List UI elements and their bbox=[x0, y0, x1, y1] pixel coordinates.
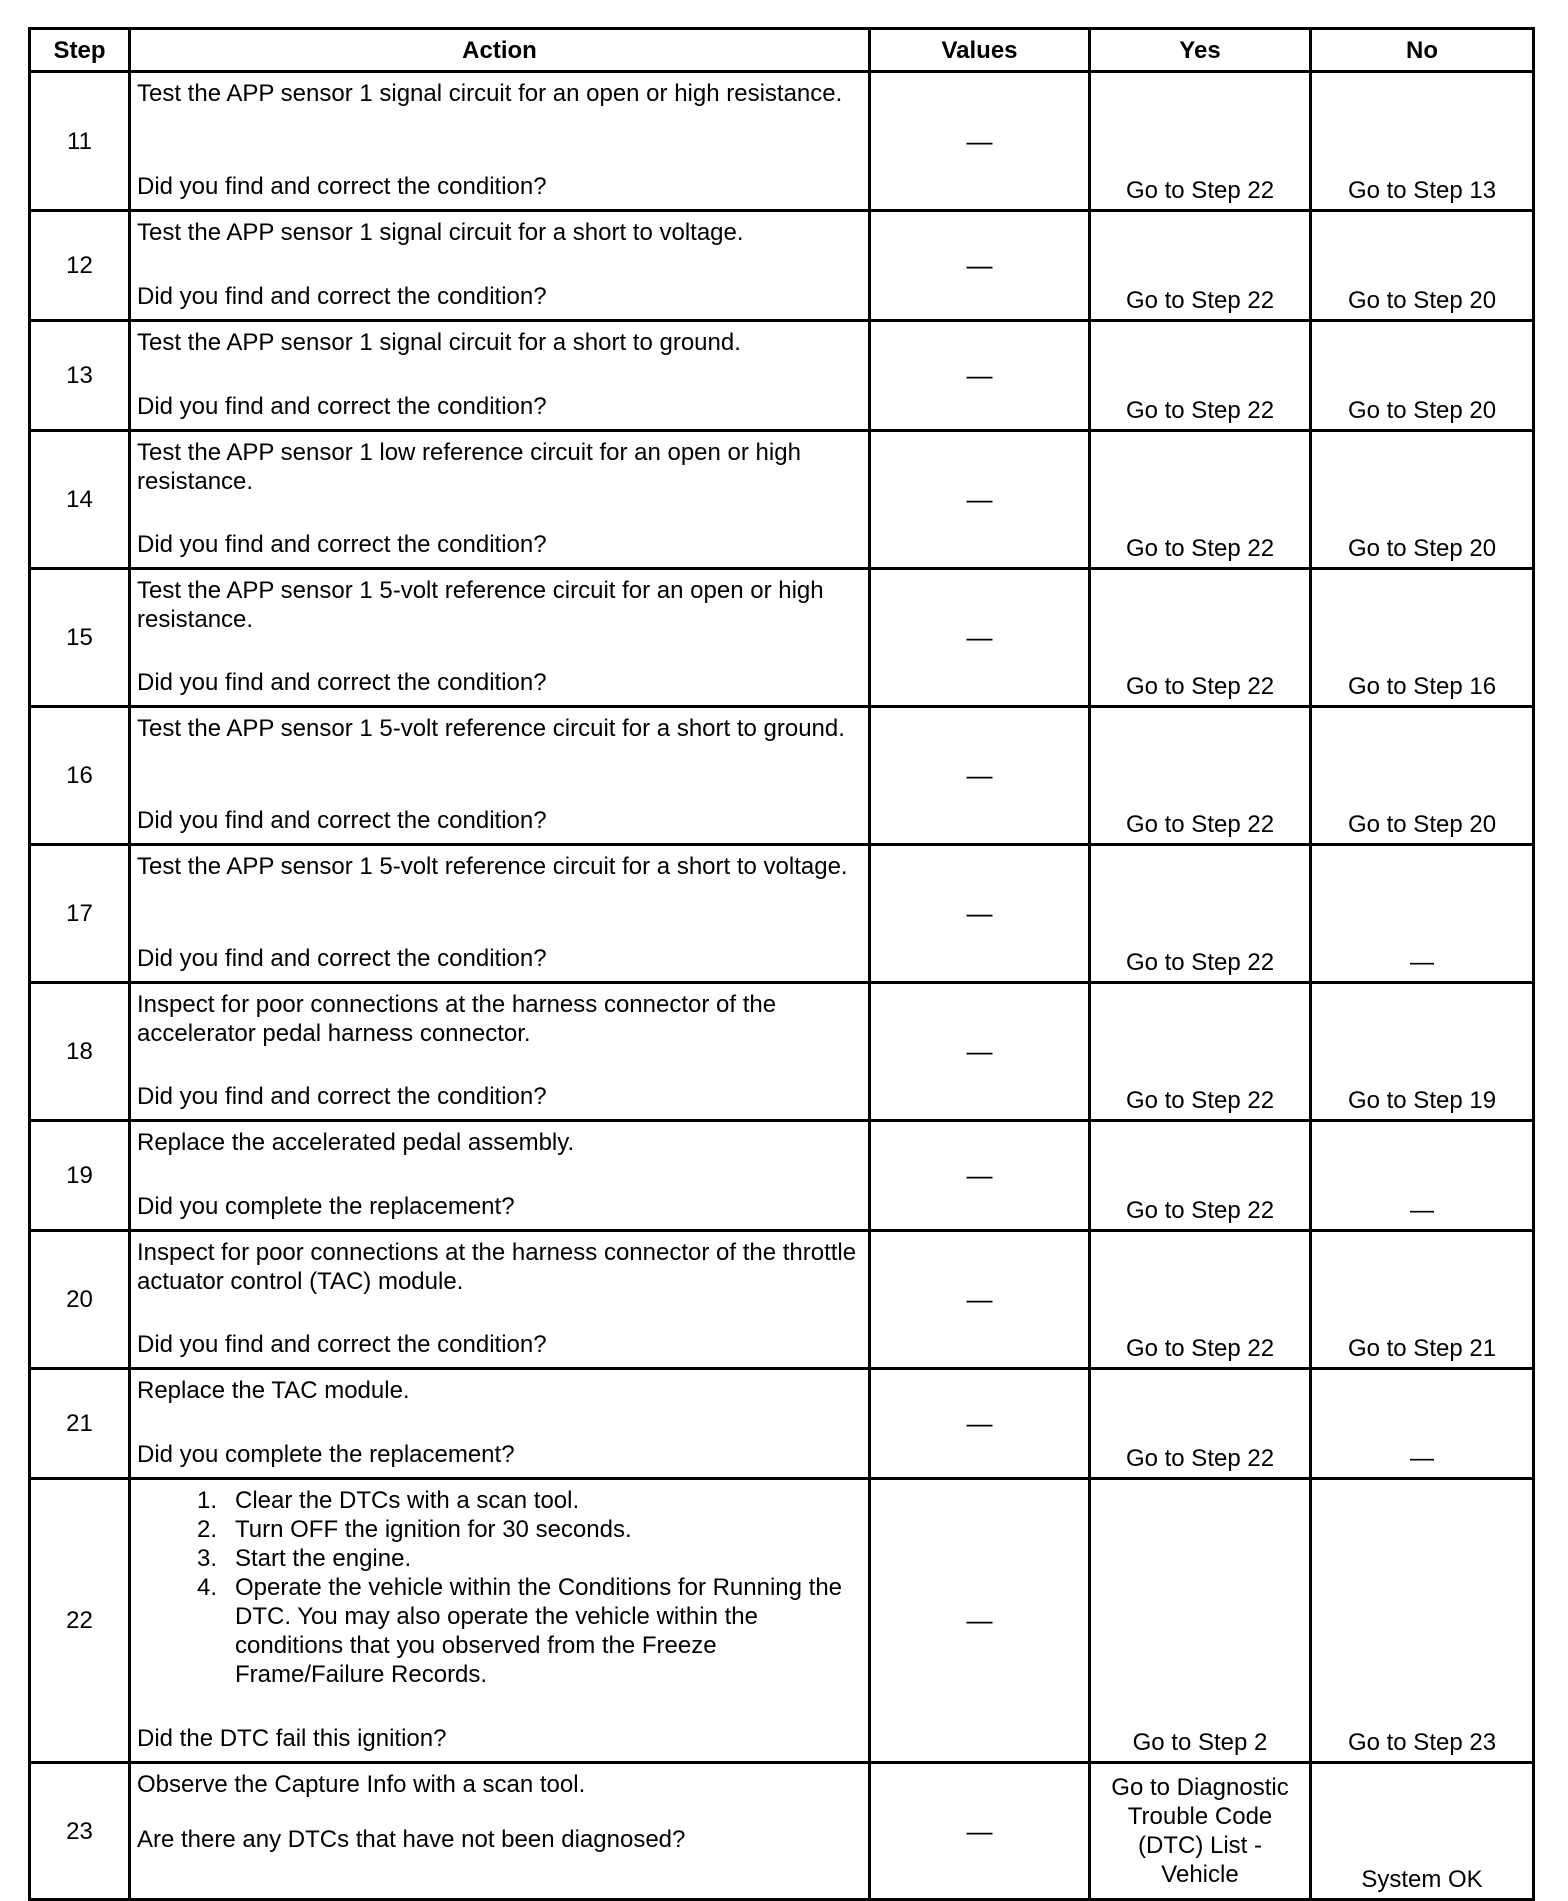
action-cell bbox=[130, 211, 870, 321]
action-question: Did you find and correct the condition? bbox=[137, 1331, 547, 1358]
values-cell: — bbox=[870, 72, 1090, 211]
table-row bbox=[30, 1479, 1534, 1763]
action-question: Did you find and correct the condition? bbox=[137, 531, 547, 558]
action-question: Did you find and correct the condition? bbox=[137, 945, 547, 972]
step-number: 16 bbox=[30, 707, 130, 845]
action-text: Test the APP sensor 1 5-volt reference circuit for a short to ground. bbox=[137, 715, 845, 742]
table-row bbox=[30, 211, 1534, 321]
step-number: 20 bbox=[30, 1231, 130, 1369]
no-cell: Go to Step 21 bbox=[1311, 1231, 1534, 1369]
no-cell: Go to Step 19 bbox=[1311, 983, 1534, 1121]
table-row bbox=[30, 983, 1534, 1121]
list-item: 1. Clear the DTCs with a scan tool. bbox=[196, 1487, 580, 1514]
no-cell: Go to Step 20 bbox=[1311, 707, 1534, 845]
no-cell: Go to Step 13 bbox=[1311, 72, 1534, 211]
values-cell: — bbox=[870, 1369, 1090, 1479]
action-question: Did you complete the replacement? bbox=[137, 1193, 515, 1220]
values-cell: — bbox=[870, 845, 1090, 983]
no-cell: Go to Step 20 bbox=[1311, 431, 1534, 569]
action-question: Did you find and correct the condition? bbox=[137, 1083, 547, 1110]
step-number: 18 bbox=[30, 983, 130, 1121]
action-cell bbox=[130, 983, 870, 1121]
step-number: 19 bbox=[30, 1121, 130, 1231]
action-question: Did you find and correct the condition? bbox=[137, 807, 547, 834]
no-cell: Go to Step 20 bbox=[1311, 321, 1534, 431]
step-number: 21 bbox=[30, 1369, 130, 1479]
yes-cell: Go to Step 22 bbox=[1090, 983, 1311, 1121]
step-number: 11 bbox=[30, 72, 130, 211]
step-number: 23 bbox=[30, 1763, 130, 1900]
action-cell bbox=[130, 431, 870, 569]
action-text: Test the APP sensor 1 signal circuit for a short to ground. bbox=[137, 329, 741, 356]
no-cell: Go to Step 16 bbox=[1311, 569, 1534, 707]
no-cell: Go to Step 23 bbox=[1311, 1479, 1534, 1763]
values-cell: — bbox=[870, 983, 1090, 1121]
header-yes: Yes bbox=[1090, 29, 1311, 72]
header-step: Step bbox=[30, 29, 130, 72]
yes-cell: Go to Step 22 bbox=[1090, 211, 1311, 321]
table-row bbox=[30, 72, 1534, 211]
values-cell: — bbox=[870, 431, 1090, 569]
action-text: Test the APP sensor 1 signal circuit for an open or high resistance. bbox=[137, 80, 843, 107]
action-cell bbox=[130, 1479, 870, 1763]
values-cell: — bbox=[870, 321, 1090, 431]
step-number: 12 bbox=[30, 211, 130, 321]
step-number: 22 bbox=[30, 1479, 130, 1763]
yes-cell: Go to Diagnostic Trouble Code (DTC) List - Vehicle bbox=[1090, 1763, 1311, 1900]
action-text: Inspect for poor connections at the harness connector of the throttle actuator control (TAC) module. bbox=[137, 1239, 857, 1295]
action-question: Did you find and correct the condition? bbox=[137, 393, 547, 420]
yes-cell: Go to Step 22 bbox=[1090, 1121, 1311, 1231]
table-row bbox=[30, 569, 1534, 707]
list-item: 4. Operate the vehicle within the Conditions for Running the DTC. You may also operate the vehicle within the conditions that you observed from the Freeze Frame/Failure Records. bbox=[196, 1574, 843, 1688]
action-question: Did you find and correct the condition? bbox=[137, 669, 547, 696]
table-row bbox=[30, 1121, 1534, 1231]
no-cell: — bbox=[1311, 1369, 1534, 1479]
yes-cell: Go to Step 22 bbox=[1090, 1369, 1311, 1479]
action-text: Replace the TAC module. bbox=[137, 1377, 410, 1404]
yes-cell: Go to Step 22 bbox=[1090, 72, 1311, 211]
table-row bbox=[30, 1763, 1534, 1900]
action-question: Are there any DTCs that have not been diagnosed? bbox=[137, 1826, 686, 1853]
table-row bbox=[30, 845, 1534, 983]
step-number: 17 bbox=[30, 845, 130, 983]
action-cell bbox=[130, 569, 870, 707]
no-cell: System OK bbox=[1311, 1763, 1534, 1900]
yes-cell: Go to Step 2 bbox=[1090, 1479, 1311, 1763]
action-question: Did you find and correct the condition? bbox=[137, 173, 547, 200]
header-values: Values bbox=[870, 29, 1090, 72]
yes-cell: Go to Step 22 bbox=[1090, 1231, 1311, 1369]
action-text: Test the APP sensor 1 5-volt reference circuit for a short to voltage. bbox=[137, 853, 848, 880]
action-cell bbox=[130, 845, 870, 983]
action-cell bbox=[130, 321, 870, 431]
values-cell: — bbox=[870, 1121, 1090, 1231]
values-cell: — bbox=[870, 1763, 1090, 1900]
action-cell bbox=[130, 1121, 870, 1231]
action-text: Replace the accelerated pedal assembly. bbox=[137, 1129, 575, 1156]
action-text: Inspect for poor connections at the harness connector of the accelerator pedal harness connector. bbox=[137, 991, 777, 1047]
action-text: Observe the Capture Info with a scan tool. bbox=[137, 1771, 586, 1798]
values-cell: — bbox=[870, 1231, 1090, 1369]
yes-cell: Go to Step 22 bbox=[1090, 431, 1311, 569]
action-question: Did you find and correct the condition? bbox=[137, 283, 547, 310]
values-cell: — bbox=[870, 707, 1090, 845]
values-cell: — bbox=[870, 1479, 1090, 1763]
table-row bbox=[30, 1369, 1534, 1479]
step-number: 13 bbox=[30, 321, 130, 431]
diagnostic-table bbox=[28, 27, 1535, 1901]
table-row bbox=[30, 431, 1534, 569]
action-cell bbox=[130, 1231, 870, 1369]
step-number: 14 bbox=[30, 431, 130, 569]
step-number: 15 bbox=[30, 569, 130, 707]
action-text: Test the APP sensor 1 5-volt reference circuit for an open or high resistance. bbox=[137, 577, 824, 633]
yes-cell: Go to Step 22 bbox=[1090, 707, 1311, 845]
action-text: Test the APP sensor 1 low reference circuit for an open or high resistance. bbox=[137, 439, 801, 495]
list-item: 2. Turn OFF the ignition for 30 seconds. bbox=[196, 1516, 632, 1543]
values-cell: — bbox=[870, 569, 1090, 707]
list-item: 3. Start the engine. bbox=[196, 1545, 412, 1572]
action-question: Did the DTC fail this ignition? bbox=[137, 1725, 447, 1752]
no-cell: — bbox=[1311, 845, 1534, 983]
action-steps-list bbox=[137, 1486, 862, 1689]
header-no: No bbox=[1311, 29, 1534, 72]
table-row bbox=[30, 1231, 1534, 1369]
no-cell: Go to Step 20 bbox=[1311, 211, 1534, 321]
action-cell bbox=[130, 72, 870, 211]
table-row bbox=[30, 321, 1534, 431]
header-row bbox=[30, 29, 1534, 72]
action-cell bbox=[130, 1369, 870, 1479]
action-cell bbox=[130, 707, 870, 845]
no-cell: — bbox=[1311, 1121, 1534, 1231]
action-question: Did you complete the replacement? bbox=[137, 1441, 515, 1468]
action-text: Test the APP sensor 1 signal circuit for a short to voltage. bbox=[137, 219, 744, 246]
yes-cell: Go to Step 22 bbox=[1090, 569, 1311, 707]
values-cell: — bbox=[870, 211, 1090, 321]
table-row bbox=[30, 707, 1534, 845]
header-action: Action bbox=[130, 29, 870, 72]
yes-cell: Go to Step 22 bbox=[1090, 845, 1311, 983]
yes-cell: Go to Step 22 bbox=[1090, 321, 1311, 431]
action-cell bbox=[130, 1763, 870, 1900]
